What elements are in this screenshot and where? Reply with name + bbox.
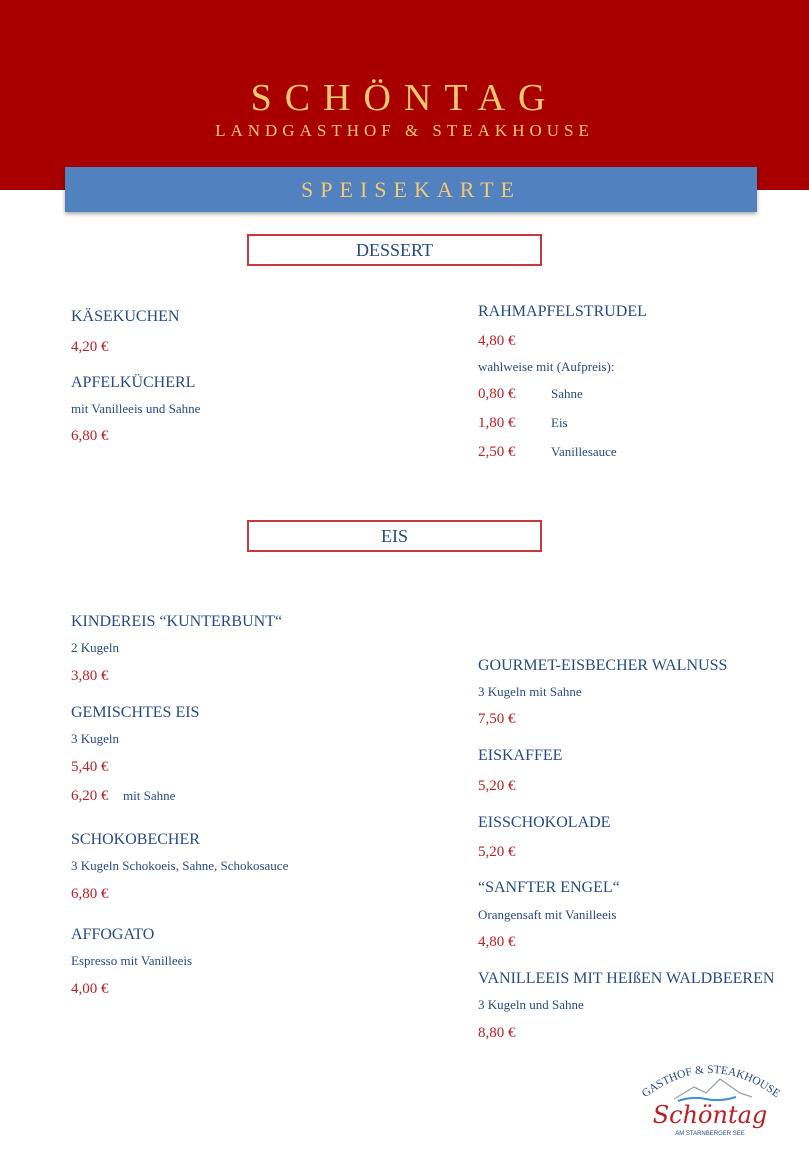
extras-label: wahlweise mit (Aufpreis): bbox=[478, 359, 615, 374]
header-banner bbox=[0, 0, 809, 190]
item-name-waldbeeren: VANILLEEIS MIT HEIßEN WALDBEEREN bbox=[478, 970, 775, 987]
item-desc-walnuss: 3 Kugeln mit Sahne bbox=[478, 684, 582, 699]
item-price-waldbeeren: 8,80 € bbox=[478, 1025, 516, 1041]
item-name-eisschokolade: EISSCHOKOLADE bbox=[478, 814, 611, 831]
menu-title-bar bbox=[65, 167, 757, 212]
menu-title: SPEISEKARTE bbox=[301, 177, 521, 202]
item-name-affogato: AFFOGATO bbox=[71, 926, 155, 943]
item-desc-kindereis: 2 Kugeln bbox=[71, 640, 120, 655]
item-price-eiskaffee: 5,20 € bbox=[478, 778, 516, 794]
extra-label-sahne: Sahne bbox=[551, 386, 583, 401]
logo-bottom-text: AM STARNBERGER SEE bbox=[675, 1131, 745, 1137]
item-desc-apfelkuecherl: mit Vanilleeis und Sahne bbox=[71, 401, 201, 416]
item-desc-waldbeeren: 3 Kugeln und Sahne bbox=[478, 997, 584, 1012]
extra-price-sahne: 0,80 € bbox=[478, 386, 516, 402]
item-desc-schokobecher: 3 Kugeln Schokoeis, Sahne, Schokosauce bbox=[71, 858, 289, 873]
item-price-walnuss: 7,50 € bbox=[478, 711, 516, 727]
item-price-eisschokolade: 5,20 € bbox=[478, 844, 516, 860]
item-price-gemischtes-eis: 5,40 € bbox=[71, 759, 109, 775]
item-price-sanfter-engel: 4,80 € bbox=[478, 934, 516, 950]
item-name-apfelkuecherl: APFELKÜCHERL bbox=[71, 374, 196, 391]
logo-script-name: Schöntag bbox=[652, 1101, 768, 1129]
item-desc-affogato: Espresso mit Vanilleeis bbox=[71, 953, 193, 968]
item-name-schokobecher: SCHOKOBECHER bbox=[71, 831, 200, 848]
item-price-apfelkuecherl: 6,80 € bbox=[71, 428, 109, 444]
schoentag-logo bbox=[636, 1057, 784, 1145]
logo-arc-text: GASTHOF & STEAKHOUSE bbox=[639, 1063, 783, 1101]
item-price-kindereis: 3,80 € bbox=[71, 668, 109, 684]
section-heading-eis: EIS bbox=[247, 520, 542, 552]
item-price2-note: mit Sahne bbox=[123, 788, 176, 803]
item-name-kindereis: KINDEREIS “KUNTERBUNT“ bbox=[71, 613, 283, 630]
item-price-affogato: 4,00 € bbox=[71, 981, 109, 997]
extra-label-eis: Eis bbox=[551, 415, 568, 430]
item-name-rahmapfelstrudel: RAHMAPFELSTRUDEL bbox=[478, 303, 647, 320]
item-name-gemischtes-eis: GEMISCHTES EIS bbox=[71, 704, 200, 721]
item-price-rahmapfelstrudel: 4,80 € bbox=[478, 333, 516, 349]
item-price-schokobecher: 6,80 € bbox=[71, 886, 109, 902]
extra-label-vanillesauce: Vanillesauce bbox=[551, 444, 617, 459]
item-price-kaesekuchen: 4,20 € bbox=[71, 339, 109, 355]
extra-price-eis: 1,80 € bbox=[478, 415, 516, 431]
mountain-icon bbox=[674, 1079, 752, 1099]
item-name-walnuss: GOURMET-EISBECHER WALNUSS bbox=[478, 657, 728, 674]
item-price2-gemischtes-eis: 6,20 € bbox=[71, 788, 109, 804]
section-heading-dessert: DESSERT bbox=[247, 234, 542, 266]
item-desc-gemischtes-eis: 3 Kugeln bbox=[71, 731, 120, 746]
brand-title: SCHÖNTAG bbox=[250, 77, 559, 119]
item-name-sanfter-engel: “SANFTER ENGEL“ bbox=[478, 879, 620, 896]
item-name-kaesekuchen: KÄSEKUCHEN bbox=[71, 308, 180, 325]
item-desc-sanfter-engel: Orangensaft mit Vanilleeis bbox=[478, 907, 617, 922]
extra-price-vanillesauce: 2,50 € bbox=[478, 444, 516, 460]
item-name-eiskaffee: EISKAFFEE bbox=[478, 747, 563, 764]
brand-tagline: LANDGASTHOF & STEAKHOUSE bbox=[215, 121, 594, 140]
